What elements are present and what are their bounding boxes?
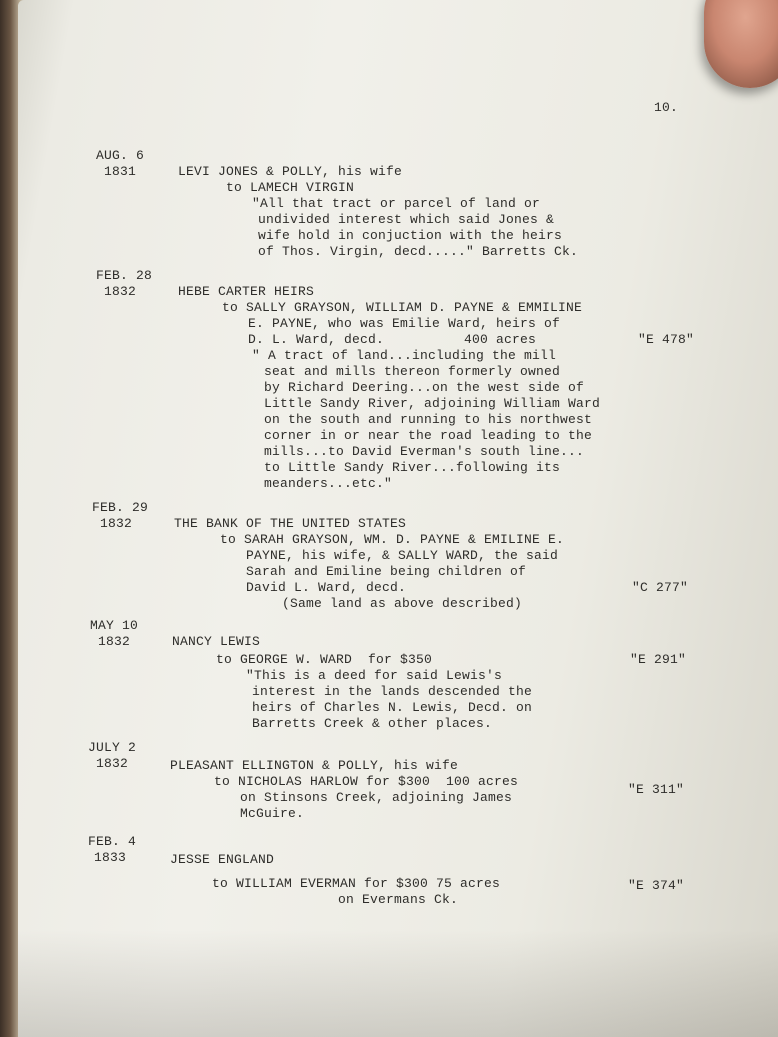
entry-grantor: HEBE CARTER HEIRS bbox=[178, 284, 315, 299]
entry-grantee-cont: PAYNE, his wife, & SALLY WARD, the said bbox=[246, 548, 559, 563]
entry-year: 1831 bbox=[104, 164, 137, 179]
entry-grantee-cont: Sarah and Emiline being children of bbox=[246, 564, 527, 579]
entry-description-line: seat and mills thereon formerly owned bbox=[264, 364, 561, 379]
entry-grantor: NANCY LEWIS bbox=[172, 634, 261, 649]
entry-grantee: to GEORGE W. WARD for $350 bbox=[216, 652, 433, 667]
entry-description-line: by Richard Deering...on the west side of bbox=[264, 380, 585, 395]
page-shadow bbox=[18, 930, 778, 1037]
entry-year: 1833 bbox=[94, 850, 127, 865]
entry-description-line: (Same land as above described) bbox=[282, 596, 523, 611]
entry-description-line: "All that tract or parcel of land or bbox=[252, 196, 541, 211]
entry-description-line: meanders...etc." bbox=[264, 476, 393, 491]
entry-description-line: on the south and running to his northwest bbox=[264, 412, 593, 427]
entry-grantor: THE BANK OF THE UNITED STATES bbox=[174, 516, 407, 531]
entry-date: FEB. 4 bbox=[88, 834, 137, 849]
entry-grantee-cont: David L. Ward, decd. bbox=[246, 580, 407, 595]
entry-grantee-cont: on Evermans Ck. bbox=[338, 892, 459, 907]
entry-grantee: to LAMECH VIRGIN bbox=[226, 180, 355, 195]
entry-description-line: interest in the lands descended the bbox=[252, 684, 533, 699]
entry-reference: "E 374" bbox=[628, 878, 685, 893]
entry-description-line: wife hold in conjuction with the heirs bbox=[258, 228, 563, 243]
entry-grantee-cont: McGuire. bbox=[240, 806, 305, 821]
entry-grantee: to SARAH GRAYSON, WM. D. PAYNE & EMILINE E. bbox=[220, 532, 565, 547]
entry-grantee-cont: D. L. Ward, decd. 400 acres bbox=[248, 332, 537, 347]
entry-date: JULY 2 bbox=[88, 740, 137, 755]
entry-date: FEB. 29 bbox=[92, 500, 149, 515]
entry-grantee: to SALLY GRAYSON, WILLIAM D. PAYNE & EMMILINE bbox=[222, 300, 583, 315]
entry-reference: "C 277" bbox=[632, 580, 689, 595]
entry-description-line: corner in or near the road leading to the bbox=[264, 428, 593, 443]
entry-date: FEB. 28 bbox=[96, 268, 153, 283]
entry-description-line: Little Sandy River, adjoining William Ward bbox=[264, 396, 601, 411]
entry-year: 1832 bbox=[96, 756, 129, 771]
entry-year: 1832 bbox=[100, 516, 133, 531]
entry-date: AUG. 6 bbox=[96, 148, 145, 163]
page-number: 10. bbox=[654, 100, 679, 115]
entry-description-line: "This is a deed for said Lewis's bbox=[246, 668, 503, 683]
entry-grantee-cont: on Stinsons Creek, adjoining James bbox=[240, 790, 513, 805]
entry-grantor: PLEASANT ELLINGTON & POLLY, his wife bbox=[170, 758, 459, 773]
entry-year: 1832 bbox=[104, 284, 137, 299]
entry-description-line: heirs of Charles N. Lewis, Decd. on bbox=[252, 700, 533, 715]
entry-description-line: undivided interest which said Jones & bbox=[258, 212, 555, 227]
entry-reference: "E 291" bbox=[630, 652, 687, 667]
entry-reference: "E 478" bbox=[638, 332, 695, 347]
entry-description-line: mills...to David Everman's south line... bbox=[264, 444, 585, 459]
entry-description-line: Barretts Creek & other places. bbox=[252, 716, 493, 731]
entry-description-line: " A tract of land...including the mill bbox=[252, 348, 557, 363]
entry-grantor: LEVI JONES & POLLY, his wife bbox=[178, 164, 403, 179]
entry-grantee-cont: E. PAYNE, who was Emilie Ward, heirs of bbox=[248, 316, 561, 331]
entry-description-line: of Thos. Virgin, decd....." Barretts Ck. bbox=[258, 244, 579, 259]
entry-year: 1832 bbox=[98, 634, 131, 649]
entry-grantor: JESSE ENGLAND bbox=[170, 852, 275, 867]
entry-grantee: to WILLIAM EVERMAN for $300 75 acres bbox=[212, 876, 501, 891]
entry-grantee: to NICHOLAS HARLOW for $300 100 acres bbox=[214, 774, 519, 789]
entry-reference: "E 311" bbox=[628, 782, 685, 797]
entry-description-line: to Little Sandy River...following its bbox=[264, 460, 561, 475]
entry-date: MAY 10 bbox=[90, 618, 139, 633]
